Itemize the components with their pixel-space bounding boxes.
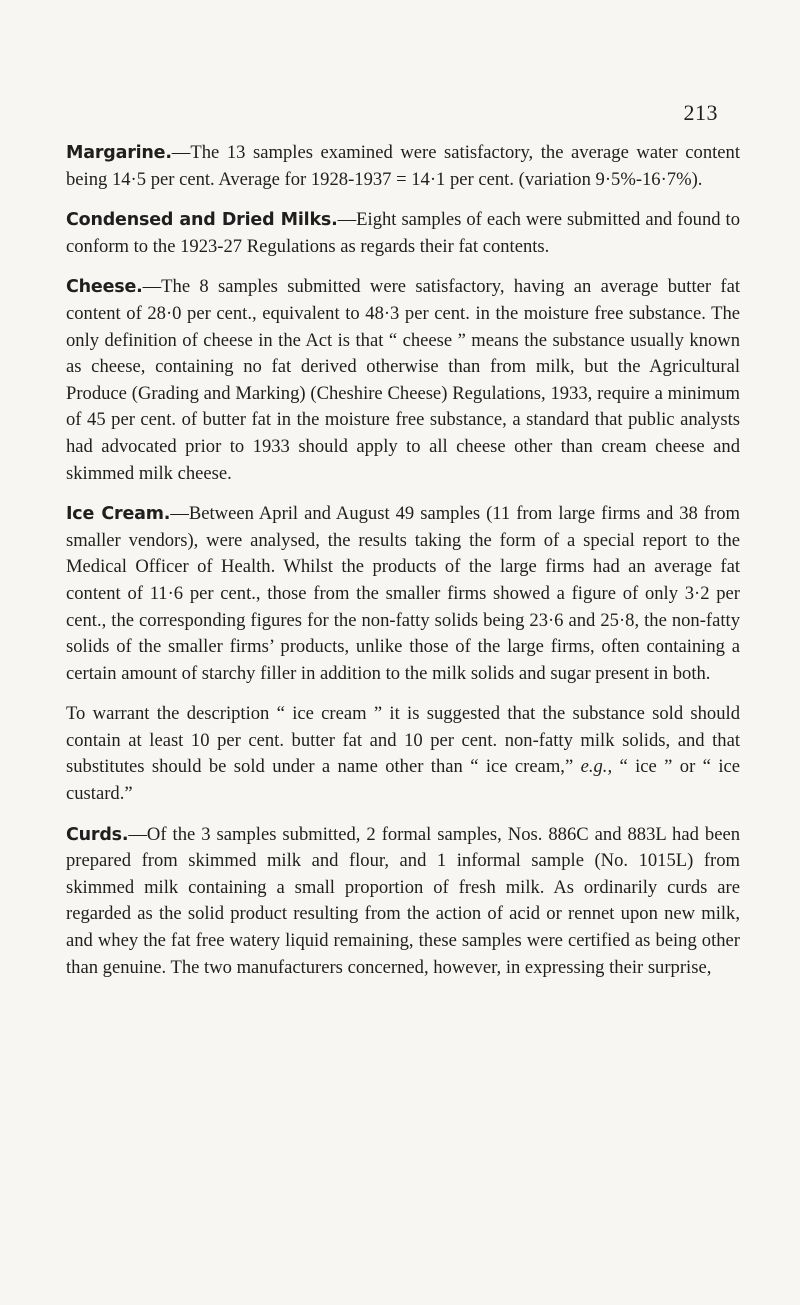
paragraph-condensed-dried-milks — [66, 207, 740, 260]
text-margarine: —The 13 samples examined were satisfactory, the average water content being 14·5 per cent. Average for 1928-1937 = 14·1 per cent. (variation 9·5%-16·7%). — [66, 142, 740, 190]
paragraph-ice-cream — [66, 501, 740, 687]
heading-ice-cream: Ice Cream. — [66, 504, 171, 525]
paragraph-margarine — [66, 140, 740, 193]
text-cheese: —The 8 samples submitted were satisfactory, having an average butter fat content of 28·0 per cent., equivalent to 48·3 per cent. in the moisture free substance. The only definition of cheese in the Act is that “ cheese ” means the substance usually known as cheese, containing no fat derived otherwise than from milk, but the Agricultural Produce (Grading and Marking) (Cheshire Cheese) Regulations, 1933, require a minimum of 45 per cent. of butter fat in the moisture free substance, a standard that public analysts had advocated prior to 1933 should apply to all cheese other than cream cheese and skimmed milk cheese. — [66, 276, 740, 484]
heading-cheese: Cheese. — [66, 277, 143, 298]
text-condensed-dried-milks: —Eight samples of each were submitted and found to conform to the 1923-27 Regulations as regards their fat contents. — [66, 209, 741, 257]
text-ice-cream-description-a: To warrant the description “ ice cream ” it is suggested that the substance sold should contain at least 10 per cent. butter fat and 10 per cent. non-fatty milk solids, and that substitutes should be sold under a name other than “ ice cream,” — [66, 703, 740, 778]
text-eg: e.g., — [580, 756, 613, 778]
paragraph-curds — [66, 822, 740, 982]
heading-condensed-dried-milks: Condensed and Dried Milks. — [66, 210, 338, 231]
document-body — [66, 140, 740, 995]
page-number: 213 — [683, 100, 718, 125]
text-curds: —Of the 3 samples submitted, 2 formal samples, Nos. 886C and 883L had been prepared from skimmed milk and flour, and 1 informal sample (No. 1015L) from skimmed milk containing a small proportion of fresh milk. As ordinarily curds are regarded as the solid product resulting from the action of acid or rennet upon new milk, and whey the fat free watery liquid remaining, these samples were certified as being other than genuine. The two manufacturers concerned, however, in expressing their surprise, — [66, 823, 740, 978]
paragraph-cheese — [66, 274, 740, 487]
paragraph-ice-cream-description — [66, 701, 740, 807]
heading-margarine: Margarine. — [66, 143, 172, 163]
heading-curds: Curds. — [66, 824, 129, 845]
text-ice-cream-description-b: “ ice ” or “ ice custard.” — [66, 756, 740, 805]
text-ice-cream: —Between April and August 49 samples (11 from large firms and 38 from smaller vendors), were analysed, the results taking the form of a special report to the Medical Officer of Health. Whilst the products of the large firms had an average fat content of 11·6 per cent., those from the smaller firms showed a figure of only 3·2 per cent., the corresponding figures for the non-fatty solids being 23·6 and 25·8, the non-fatty solids of the smaller firms’ products, unlike those of the large firms, often containing a certain amount of starchy filler in addition to the milk solids and sugar present in both. — [66, 503, 740, 684]
